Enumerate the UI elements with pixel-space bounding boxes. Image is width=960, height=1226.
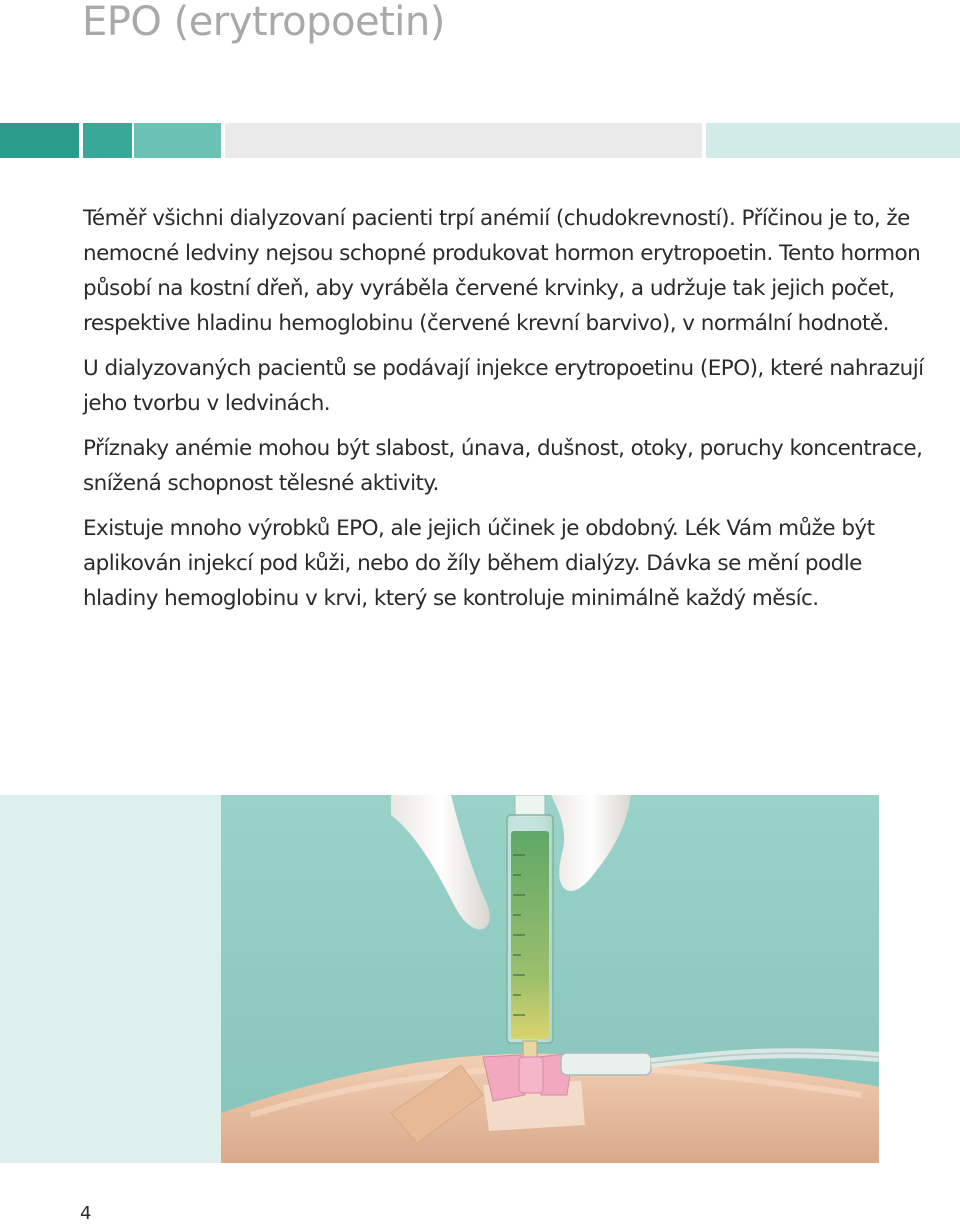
iv-connector [561,1053,651,1075]
syringe-plunger [515,795,545,817]
paragraph-epo-products: Existuje mnoho výrobků EPO, ale jejich účinek je obdobný. Lék Vám může být aplikován injekcí pod kůži, nebo do žíly během dialýzy. Dávka se mění podle hladiny hemoglobinu v krvi, který se kontroluje minimálně každý měsíc. [83,516,875,611]
side-color-panel [0,795,221,1163]
cannula-hub [519,1057,543,1093]
band-segment-teal [83,123,132,158]
body-text [83,201,933,626]
page-number: 4 [80,1203,92,1224]
band-segment-light-gray [225,123,702,158]
paragraph-anemia-intro: Téměř všichni dialyzovaní pacienti trpí anémií (chudokrevností). Příčinou je to, že nemocné ledviny nejsou schopné produkovat hormon erytropoetin. Tento hormon působí na kostní dřeň, aby vyráběla červené krvinky, a udržuje tak jejich počet, respektive hladinu hemoglobinu (červené krevní barvivo), v normální hodnotě. [83,206,921,336]
syringe-injection-photo [221,795,879,1163]
band-segment-pale-teal [706,123,960,158]
band-segment-dark-teal [0,123,79,158]
band-segment-mid-teal [134,123,221,158]
page-title: EPO (erytropoetin) [82,0,445,45]
paragraph-anemia-symptoms: Příznaky anémie mohou být slabost, únava, dušnost, otoky, poruchy koncentrace, snížená schopnost tělesné aktivity. [83,436,923,496]
paragraph-epo-injections: U dialyzovaných pacientů se podávají injekce erytropoetinu (EPO), které nahrazují jeho tvorbu v ledvinách. [83,356,924,416]
